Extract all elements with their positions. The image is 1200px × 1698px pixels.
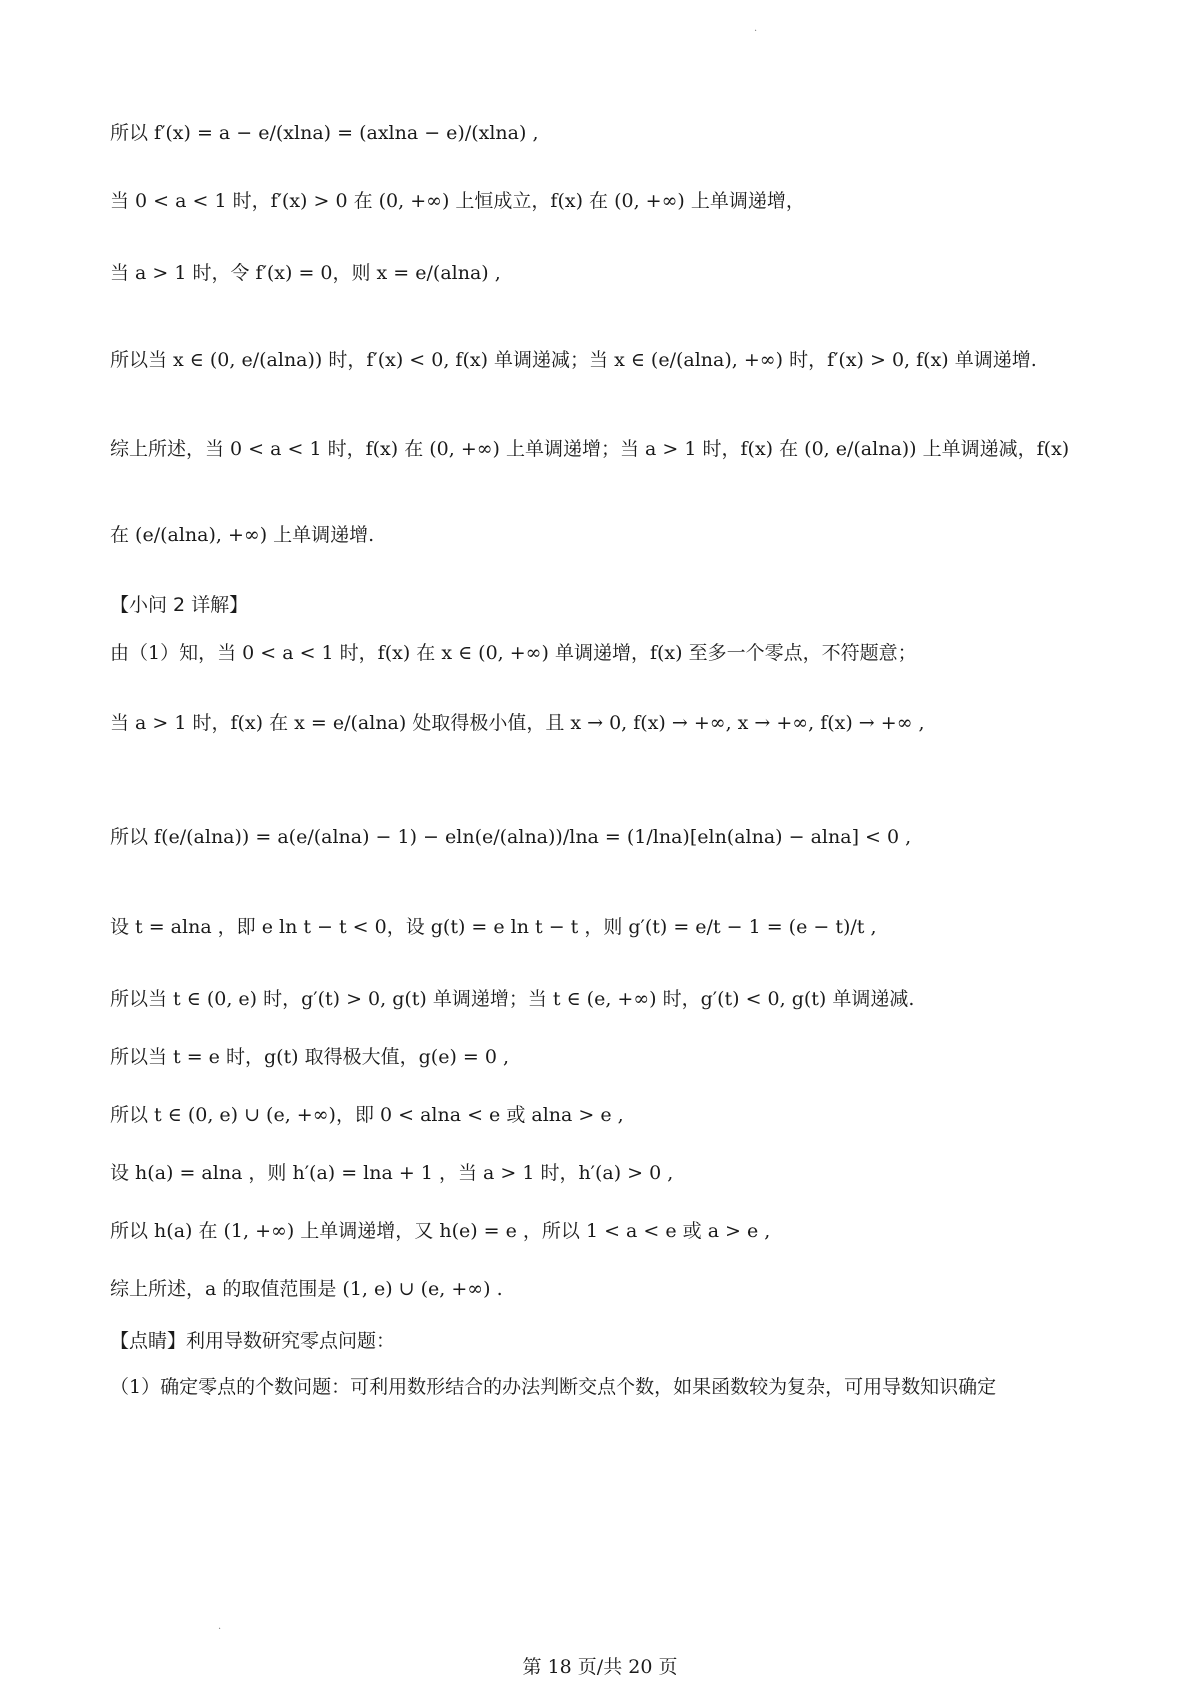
text-line-12: 所以当 t ∈ (0, e) 时，g′(t) > 0, g(t) 单调递增；当 t ∈ (e, +∞) 时，g′(t) < 0, g(t) 单调递减. xyxy=(110,988,915,1010)
note-heading: 【点睛】利用导数研究零点问题： xyxy=(110,1330,396,1352)
text-line-6: 在 (e/(alna), +∞) 上单调递增. xyxy=(110,524,375,546)
text-line-1: 所以 f′(x) = a − e/(xlna) = (axlna − e)/(xlna) , xyxy=(110,122,539,144)
text-line-14: 所以 t ∈ (0, e) ∪ (e, +∞)，即 0 < alna < e 或 alna > e , xyxy=(110,1104,624,1126)
page-footer: 第 18 页/共 20 页 xyxy=(522,1656,678,1678)
text-line-10: 所以 f(e/(alna)) = a(e/(alna) − 1) − eln(e/(alna))/lna = (1/lna)[eln(alna) − alna] < 0 , xyxy=(110,826,912,848)
section-heading-2: 【小问 2 详解】 xyxy=(110,594,249,616)
text-line-8: 由（1）知，当 0 < a < 1 时，f(x) 在 x ∈ (0, +∞) 单调递增，f(x) 至多一个零点，不符题意； xyxy=(110,642,917,664)
text-line-16: 所以 h(a) 在 (1, +∞) 上单调递增，又 h(e) = e ，所以 1 < a < e 或 a > e , xyxy=(110,1220,771,1242)
scan-speck-top: · xyxy=(754,26,758,37)
text-line-4: 所以当 x ∈ (0, e/(alna)) 时，f′(x) < 0, f(x) 单调递减；当 x ∈ (e/(alna), +∞) 时，f′(x) > 0, f(x) 单调递增. xyxy=(110,349,1037,371)
text-line-11: 设 t = alna ，即 e ln t − t < 0，设 g(t) = e ln t − t ，则 g′(t) = e/t − 1 = (e − t)/t , xyxy=(110,916,877,938)
text-line-9: 当 a > 1 时，f(x) 在 x = e/(alna) 处取得极小值，且 x → 0, f(x) → +∞, x → +∞, f(x) → +∞ , xyxy=(110,712,925,734)
text-line-19: （1）确定零点的个数问题：可利用数形结合的办法判断交点个数，如果函数较为复杂，可用导数知识确定 xyxy=(110,1376,997,1398)
text-line-5: 综上所述，当 0 < a < 1 时，f(x) 在 (0, +∞) 上单调递增；当 a > 1 时，f(x) 在 (0, e/(alna)) 上单调递减，f(x) xyxy=(110,438,1070,460)
text-line-15: 设 h(a) = alna ，则 h′(a) = lna + 1 ，当 a > 1 时，h′(a) > 0 , xyxy=(110,1162,674,1184)
text-line-2: 当 0 < a < 1 时，f′(x) > 0 在 (0, +∞) 上恒成立，f(x) 在 (0, +∞) 上单调递增， xyxy=(110,190,805,212)
text-line-17: 综上所述，a 的取值范围是 (1, e) ∪ (e, +∞) . xyxy=(110,1278,503,1300)
scan-speck-bottom: · xyxy=(218,1624,222,1635)
text-line-3: 当 a > 1 时，令 f′(x) = 0，则 x = e/(alna) , xyxy=(110,262,501,284)
text-line-13: 所以当 t = e 时，g(t) 取得极大值，g(e) = 0 , xyxy=(110,1046,510,1068)
